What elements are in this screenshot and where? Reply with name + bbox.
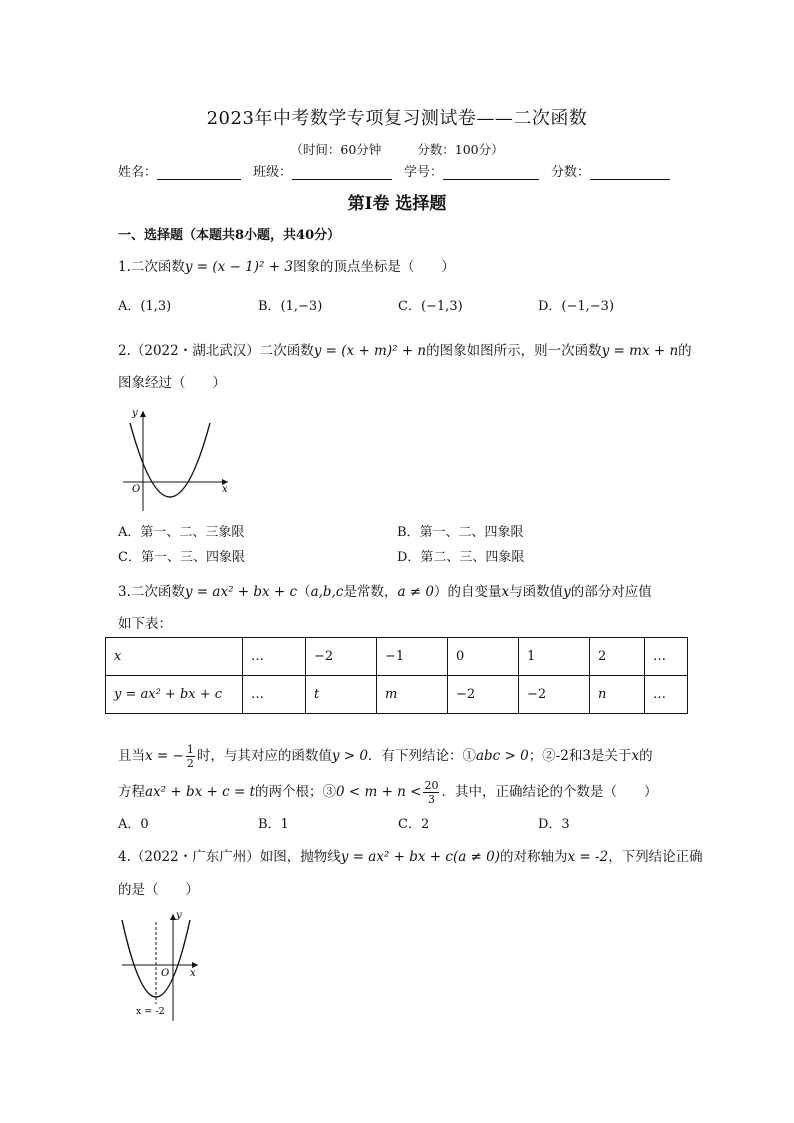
symmetry-axis-label: x = -2	[136, 1006, 165, 1017]
q3-line-2: 如下表：	[118, 616, 172, 632]
page-title: 2023年中考数学专项复习测试卷——二次函数	[206, 108, 588, 129]
part-title: 一、选择题（本题共8小题，共40分）	[118, 228, 341, 243]
table-cell: 1	[519, 638, 590, 676]
q2-formula-2: y = mx + n	[601, 343, 679, 359]
q2-text: 2.（2022・湖北武汉）二次函数	[118, 343, 314, 359]
name-label: 姓名：	[118, 165, 158, 180]
q3-after-f: abc > 0	[475, 748, 529, 764]
question-2	[118, 341, 692, 361]
q3-option-c[interactable]: C．2	[398, 817, 430, 832]
q3-after-g: ；②-2和3是关于	[528, 748, 632, 764]
table-cell: −2	[448, 676, 519, 714]
q3-option-d[interactable]: D．3	[538, 817, 570, 832]
q1-text: 1.二次函数	[118, 259, 185, 275]
exam-meta	[0, 140, 794, 158]
table-cell: m	[377, 676, 448, 714]
table-row	[106, 676, 688, 714]
q1-option-b[interactable]: B．(1,−3)	[258, 299, 323, 314]
q4-axis: x = -2	[567, 849, 609, 865]
q3-xvar: x	[501, 584, 510, 600]
y-label: y	[132, 408, 138, 419]
q2-parabola-graph	[118, 405, 233, 513]
table-cell: t	[306, 676, 377, 714]
q3-text-b: 是常数，	[343, 584, 398, 600]
q1-option-a[interactable]: A．(1,3)	[118, 299, 172, 314]
student-info	[118, 161, 688, 180]
q3-after-c: 时，与其对应的函数值	[196, 748, 332, 764]
q3-text-d: 与函数值	[509, 584, 564, 600]
y-axis-arrow	[140, 411, 146, 417]
q3-after-e: ．有下列结论：①	[367, 748, 476, 764]
q2-text-end: 的	[678, 343, 692, 359]
table-cell: n	[590, 676, 645, 714]
q1-text-end: 图象的顶点坐标是（ ）	[292, 259, 455, 275]
q3-params: a,b,c	[310, 584, 344, 600]
q1-formula: y = (x − 1)² + 3	[184, 259, 293, 275]
x-label: x	[190, 968, 196, 979]
q3-condition: a ≠ 0	[397, 584, 434, 600]
section-title: 第Ⅰ卷 选择题	[347, 194, 447, 214]
q3-l2-e: ．其中，正确结论的个数是（ ）	[441, 784, 658, 800]
q3-text: 3.二次函数	[118, 584, 185, 600]
q4-text-mid: 的对称轴为	[500, 849, 568, 865]
q3-value-table	[105, 637, 688, 714]
table-cell: y = ax² + bx + c	[106, 676, 243, 714]
q1-option-c[interactable]: C．(−1,3)	[398, 299, 463, 314]
q2-option-a[interactable]: A．第一、二、三象限	[118, 525, 245, 540]
score-label: 分数：	[551, 165, 591, 180]
q1-option-d[interactable]: D．(−1,−3)	[538, 299, 615, 314]
table-cell: −2	[519, 676, 590, 714]
q3-conclusions-line	[118, 775, 657, 809]
origin-label: O	[132, 484, 141, 495]
table-cell: −1	[377, 638, 448, 676]
fraction-twenty-thirds	[423, 779, 439, 806]
q4-parabola-graph	[112, 908, 204, 1024]
q4-text-end: ，下列结论正确	[608, 849, 703, 865]
origin-label: O	[161, 968, 170, 979]
y-label: y	[176, 910, 182, 921]
table-cell: …	[645, 676, 688, 714]
question-3	[118, 582, 652, 602]
q3-paren: （	[297, 584, 311, 600]
q3-yvar: y	[563, 584, 571, 600]
q3-option-a[interactable]: A．0	[118, 817, 149, 832]
q3-after-d: y > 0	[331, 748, 368, 764]
q3-conditions-line	[118, 739, 653, 773]
q3-l2-b: ax² + bx + c = t	[145, 784, 255, 800]
class-field[interactable]	[292, 165, 392, 180]
q3-l2-d: 0 < m + n <	[336, 784, 422, 800]
q3-after-a: 且当	[118, 748, 145, 764]
question-4	[118, 847, 703, 867]
q3-l2-a: 方程	[118, 784, 145, 800]
q2-formula: y = (x + m)² + n	[313, 343, 427, 359]
name-field[interactable]	[157, 165, 241, 180]
q2-option-d[interactable]: D．第二、三、四象限	[397, 550, 525, 565]
q3-after-h: x	[631, 748, 640, 764]
q4-line-2: 的是（ ）	[118, 882, 199, 898]
q2-option-b[interactable]: B．第一、二、四象限	[397, 525, 524, 540]
table-cell: 0	[448, 638, 519, 676]
q2-line-2: 图象经过（ ）	[118, 375, 226, 391]
table-cell: x	[106, 638, 243, 676]
table-cell: …	[243, 638, 306, 676]
x-label: x	[222, 484, 228, 495]
frac-den: 3	[427, 792, 435, 806]
q4-formula: y = ax² + bx + c(a ≠ 0)	[340, 849, 501, 865]
time-limit: （时间：60分钟	[290, 142, 382, 157]
q3-text-end: 的部分对应值	[570, 584, 652, 600]
question-1	[118, 257, 455, 277]
table-cell: −2	[306, 638, 377, 676]
frac-den: 2	[186, 756, 194, 770]
id-field[interactable]	[443, 165, 539, 180]
table-cell: …	[243, 676, 306, 714]
q3-after-b: x = −	[145, 748, 184, 764]
q2-text-mid: 的图象如图所示，则一次函数	[426, 343, 602, 359]
table-cell: …	[645, 638, 688, 676]
q3-after-i: 的	[639, 748, 653, 764]
parabola-curve	[130, 423, 210, 497]
q3-option-b[interactable]: B．1	[258, 817, 289, 832]
q3-l2-c: 的两个根；③	[255, 784, 336, 800]
score-field[interactable]	[590, 165, 670, 180]
q2-option-c[interactable]: C．第一、三、四象限	[118, 550, 245, 565]
frac-num: 20	[424, 778, 439, 792]
frac-num: 1	[186, 742, 194, 756]
q4-text: 4.（2022・广东广州）如图，抛物线	[118, 849, 341, 865]
q3-text-c: ）的自变量	[433, 584, 502, 600]
id-label: 学号：	[404, 165, 444, 180]
fraction-half	[186, 743, 195, 770]
total-score: 分数：100分）	[417, 142, 504, 157]
table-row	[106, 638, 688, 676]
q3-formula: y = ax² + bx + c	[184, 584, 298, 600]
class-label: 班级：	[253, 165, 293, 180]
table-cell: 2	[590, 638, 645, 676]
